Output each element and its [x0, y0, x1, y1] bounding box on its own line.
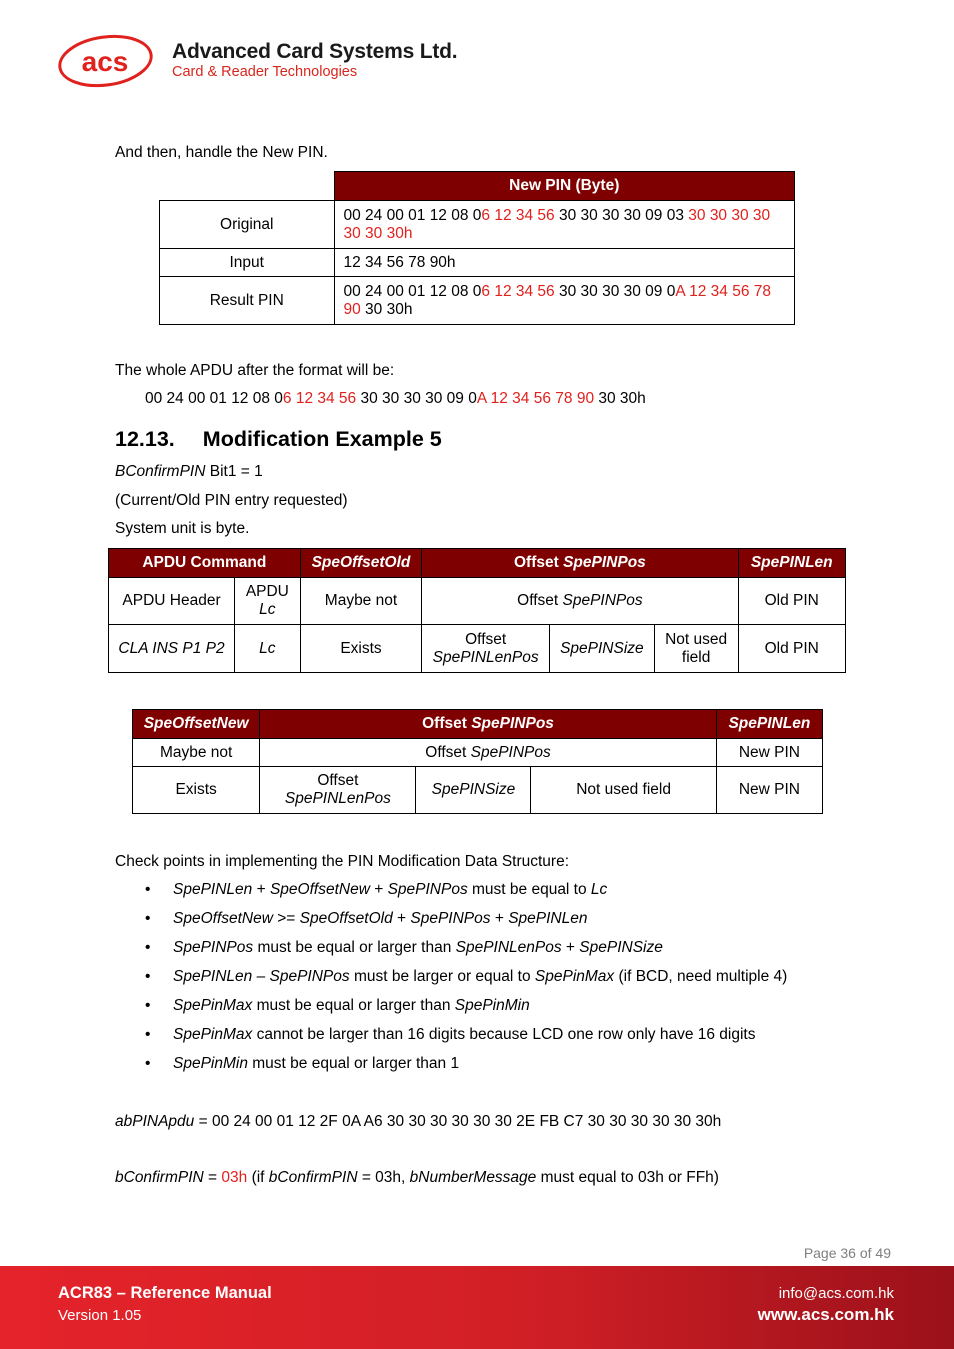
footer-email[interactable]: info@acs.com.hk — [778, 1285, 894, 1302]
cell-offset-spe-pin-len-pos: Offset SpePINLenPos — [422, 625, 550, 673]
row-value: 12 34 56 78 90h — [334, 249, 795, 277]
table-row — [133, 767, 823, 814]
table-row — [160, 201, 795, 249]
header-apdu-command: APDU Command — [109, 549, 301, 578]
cell-spe-pin-size: SpePINSize — [550, 625, 655, 673]
abpinapdu-line: abPINApdu = 00 24 00 01 12 2F 0A A6 30 30 30 30 30 30 2E FB C7 30 30 30 30 30 30h — [115, 1113, 722, 1130]
footer-title: ACR83 – Reference Manual — [58, 1284, 272, 1302]
new-pin-table — [159, 171, 795, 325]
new-offset-table — [132, 709, 823, 814]
cell-old-pin: Old PIN — [738, 578, 846, 625]
list-item: • SpePinMin must be equal or larger than 1 — [145, 1054, 787, 1083]
table-row — [160, 277, 795, 325]
cell-cla-ins: CLA INS P1 P2 — [109, 625, 235, 673]
page-number: Page 36 of 49 — [803, 1245, 891, 1261]
apdu-structure-table — [108, 548, 846, 673]
cell-exists: Exists — [300, 625, 422, 673]
list-item: • SpePINPos must be equal or larger than SpePINLenPos + SpePINSize — [145, 938, 787, 967]
check-points-list — [145, 880, 787, 1083]
header-spe-offset-new: SpeOffsetNew — [133, 710, 260, 739]
cell-exists: Exists — [133, 767, 260, 814]
company-tagline: Card & Reader Technologies — [172, 64, 358, 80]
row-label: Input — [160, 249, 335, 277]
table-row — [133, 739, 823, 767]
header-offset-spe-pin-pos: Offset SpePINPos — [422, 549, 738, 578]
header-spe-pin-len: SpePINLen — [716, 710, 822, 739]
table-row — [109, 625, 846, 673]
cell-maybe-not: Maybe not — [300, 578, 422, 625]
cell-apdu-lc: APDU Lc — [235, 578, 301, 625]
cell-spe-pin-size: SpePINSize — [416, 767, 531, 814]
list-item: • SpePinMax must be equal or larger than SpePinMin — [145, 996, 787, 1025]
table-row — [109, 578, 846, 625]
footer-website[interactable]: www.acs.com.hk — [757, 1305, 894, 1324]
intro-new-pin: And then, handle the New PIN. — [115, 144, 328, 161]
cell-new-pin: New PIN — [716, 767, 822, 814]
cell-maybe-not: Maybe not — [133, 739, 260, 767]
row-label: Original — [160, 201, 335, 249]
cell-not-used: Not used field — [531, 767, 716, 814]
current-old-note: (Current/Old PIN entry requested) — [115, 492, 348, 509]
company-name: Advanced Card Systems Ltd. — [172, 40, 458, 63]
cell-not-used: Not used field — [654, 625, 738, 673]
new-pin-header: New PIN (Byte) — [334, 172, 795, 201]
logo-text: acs — [81, 46, 129, 77]
header-spe-offset-old: SpeOffsetOld — [300, 549, 422, 578]
row-value: 00 24 00 01 12 08 06 12 34 56 30 30 30 30 09 03 30 30 30 30 30 30 30h — [334, 201, 795, 249]
list-item: • SpeOffsetNew >= SpeOffsetOld + SpePINPos + SpePINLen — [145, 909, 787, 938]
header-offset-spe-pin-pos: Offset SpePINPos — [260, 710, 717, 739]
cell-offset-spe-pin-len-pos: Offset SpePINLenPos — [260, 767, 416, 814]
cell-old-pin: Old PIN — [738, 625, 846, 673]
acs-logo — [57, 33, 154, 89]
check-points-intro: Check points in implementing the PIN Modification Data Structure: — [115, 853, 570, 870]
list-item: • SpePinMax cannot be larger than 16 digits because LCD one row only have 16 digits — [145, 1025, 787, 1054]
system-unit-note: System unit is byte. — [115, 520, 250, 537]
cell-new-pin: New PIN — [716, 739, 822, 767]
cell-offset-spe-pin-pos: Offset SpePINPos — [260, 739, 717, 767]
whole-apdu-intro: The whole APDU after the format will be: — [115, 362, 395, 379]
table-row — [160, 249, 795, 277]
footer-version: Version 1.05 — [58, 1307, 142, 1324]
cell-apdu-header: APDU Header — [109, 578, 235, 625]
header-spe-pin-len: SpePINLen — [738, 549, 846, 578]
bconfirm-value-line: bConfirmPIN = 03h (if bConfirmPIN = 03h, bNumberMessage must equal to 03h or FFh) — [115, 1169, 719, 1186]
list-item: • SpePINLen – SpePINPos must be larger or equal to SpePinMax (if BCD, need multiple 4) — [145, 967, 787, 996]
row-label: Result PIN — [160, 277, 335, 325]
section-heading: 12.13. Modification Example 5 — [115, 427, 442, 451]
cell-lc: Lc — [235, 625, 301, 673]
cell-offset-spe-pin-pos: Offset SpePINPos — [422, 578, 738, 625]
row-value: 00 24 00 01 12 08 06 12 34 56 30 30 30 30 09 0A 12 34 56 78 90 30 30h — [334, 277, 795, 325]
list-item: • SpePINLen + SpeOffsetNew + SpePINPos must be equal to Lc — [145, 880, 787, 909]
bconfirm-bit-line: BConfirmPIN Bit1 = 1 — [115, 463, 263, 480]
whole-apdu-value: 00 24 00 01 12 08 06 12 34 56 30 30 30 30 09 0A 12 34 56 78 90 30 30h — [145, 390, 646, 407]
